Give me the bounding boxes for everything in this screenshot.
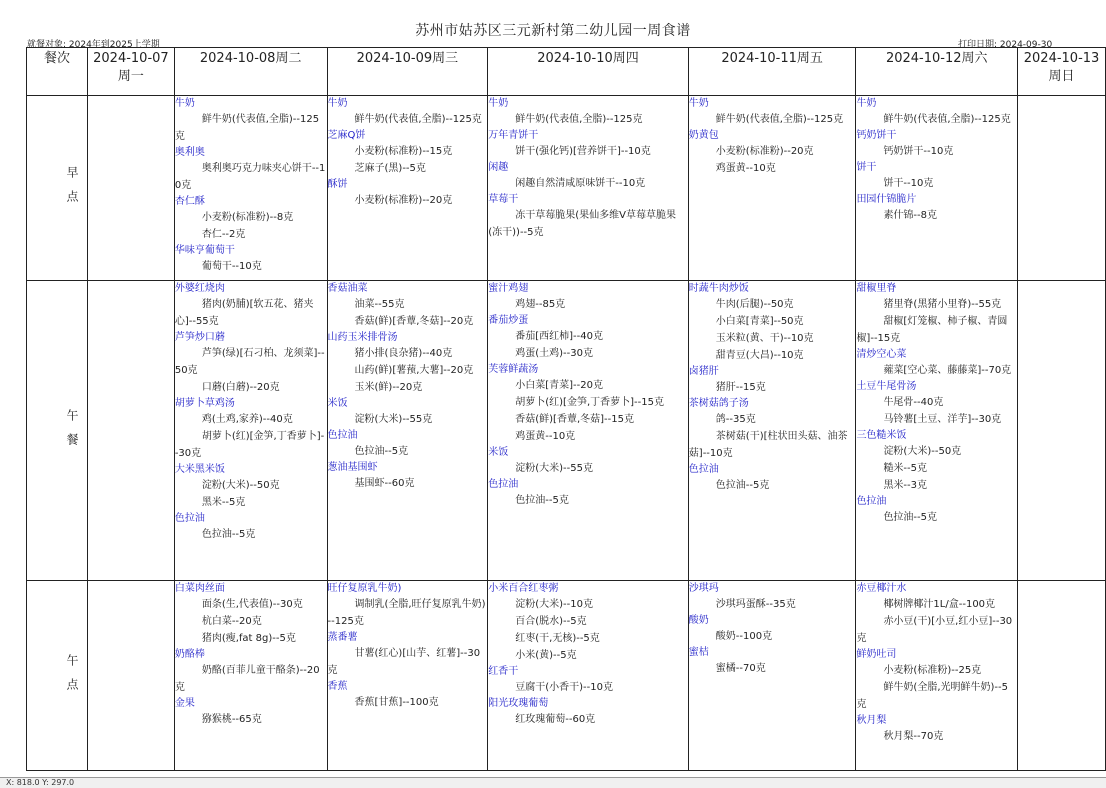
ingredient: 小麦粉(标准粉)--20克 xyxy=(354,195,453,206)
menu-cell xyxy=(88,281,175,581)
ingredient: 小麦粉(标准粉)--8克 xyxy=(201,212,294,223)
ingredient: 淀粉(大米)--50克 xyxy=(201,480,280,491)
dish-name: 闲趣 xyxy=(488,162,509,173)
ingredient: 猪小排(良杂猪)--40克 xyxy=(354,348,453,359)
menu-cell xyxy=(88,96,175,281)
dish-name: 米饭 xyxy=(327,398,348,409)
ingredient: 番茄[西红柿]--40克 xyxy=(515,331,603,342)
ingredient: 小白菜[青菜]--50克 xyxy=(715,316,804,327)
ingredient: 杭白菜--20克 xyxy=(201,616,262,627)
ingredient: 猪肉(瘦,fat 8g)--5克 xyxy=(201,633,296,644)
dish-name: 色拉油 xyxy=(174,513,205,524)
ingredient: 芦笋(绿)[石刁柏、龙须菜]--50克 xyxy=(174,348,325,376)
meal-row-afternoon xyxy=(27,581,1106,771)
ingredient: 牛尾骨--40克 xyxy=(883,397,944,408)
dish-name: 蒸番薯 xyxy=(327,632,358,643)
ingredient: 鲜牛奶(代表值,全脂)--125克 xyxy=(515,114,643,125)
ingredient: 色拉油--5克 xyxy=(515,495,569,506)
ingredient: 黑米--5克 xyxy=(201,497,246,508)
dish-name: 田园什锦脆片 xyxy=(856,194,917,205)
dish-name: 奶酪棒 xyxy=(174,649,205,660)
day-weekday: 周六 xyxy=(961,51,988,66)
ingredient: 红玫瑰葡萄--60克 xyxy=(515,714,596,725)
ingredient: 淀粉(大米)--55克 xyxy=(515,463,593,474)
ingredient: 猕猴桃--65克 xyxy=(201,714,262,725)
menu-cell xyxy=(327,281,488,581)
ingredient: 鲜牛奶(代表值,全脂)--125克 xyxy=(883,114,1011,125)
dish-name: 牛奶 xyxy=(688,98,709,109)
ingredient: 红枣(干,无核)--5克 xyxy=(515,633,600,644)
ingredient: 甜椒[灯笼椒、柿子椒、青圆椒]--15克 xyxy=(856,316,1008,344)
menu-cell xyxy=(1018,581,1106,771)
dish-name: 香菇油菜 xyxy=(327,283,368,294)
ingredient: 饼干--10克 xyxy=(883,178,934,189)
ingredient: 鸡蛋(土鸡)--30克 xyxy=(515,348,593,359)
dish-name: 杏仁酥 xyxy=(174,196,205,207)
dish-name: 鲜奶吐司 xyxy=(856,649,897,660)
page-title: 苏州市姑苏区三元新村第二幼儿园一周食谱 xyxy=(415,23,691,39)
ingredient: 鸡蛋黄--10克 xyxy=(715,163,776,174)
weekly-menu-table xyxy=(26,47,1106,771)
ingredient: 小白菜[青菜]--20克 xyxy=(515,380,603,391)
ingredient: 鸡蛋黄--10克 xyxy=(515,431,576,442)
ingredient: 牛肉(后腿)--50克 xyxy=(715,299,794,310)
status-bar xyxy=(0,777,1106,788)
ingredient: 小麦粉(标准粉)--15克 xyxy=(354,146,453,157)
ingredient: 奶酪(百菲儿童干酪条)--20克 xyxy=(174,665,320,693)
ingredient: 鲜牛奶(代表值,全脂)--125克 xyxy=(354,114,482,125)
dish-name: 小米百合红枣粥 xyxy=(488,583,559,594)
ingredient: 口蘑(白蘑)--20克 xyxy=(201,382,280,393)
dish-name: 白菜肉丝面 xyxy=(174,583,225,594)
ingredient: 玉米粒(黄、干)--10克 xyxy=(715,333,814,344)
menu-cell xyxy=(327,581,488,771)
day-date: 2024-10-11 xyxy=(721,51,797,66)
day-date: 2024-10-07 xyxy=(93,51,169,66)
ingredient: 马铃薯[土豆、洋芋]--30克 xyxy=(883,414,1002,425)
menu-cell xyxy=(688,96,856,281)
dish-name: 酥饼 xyxy=(327,179,348,190)
dish-name: 华味亨葡萄干 xyxy=(174,245,235,256)
dish-name: 土豆牛尾骨汤 xyxy=(856,381,917,392)
dish-name: 牛奶 xyxy=(856,98,877,109)
ingredient: 山药(鲜)[薯蓣,大薯]--20克 xyxy=(354,365,474,376)
menu-cell xyxy=(688,281,856,581)
ingredient: 小麦粉(标准粉)--25克 xyxy=(883,665,982,676)
ingredient: 甘薯(红心)[山芋、红薯]--30克 xyxy=(327,648,481,676)
dish-name: 外婆红烧肉 xyxy=(174,283,225,294)
menu-cell xyxy=(88,581,175,771)
dish-name: 草莓干 xyxy=(488,194,519,205)
dish-name: 蜜桔 xyxy=(688,647,709,658)
ingredient: 鲜牛奶(代表值,全脂)--125克 xyxy=(715,114,844,125)
dish-name: 牛奶 xyxy=(488,98,509,109)
ingredient: 基围虾--60克 xyxy=(354,478,415,489)
ingredient: 淀粉(大米)--10克 xyxy=(515,599,593,610)
ingredient: 甜青豆(大昌)--10克 xyxy=(715,350,804,361)
ingredient: 香蕉[甘蕉]--100克 xyxy=(354,697,439,708)
ingredient: 蕹菜[空心菜、藤藤菜]--70克 xyxy=(883,365,1012,376)
dish-name: 金果 xyxy=(174,698,195,709)
dish-name: 米饭 xyxy=(488,447,509,458)
meal-label: 早点 xyxy=(27,96,88,281)
dish-name: 番茄炒蛋 xyxy=(488,315,529,326)
ingredient: 胡萝卜(红)[金笋,丁香萝卜]--30克 xyxy=(174,431,325,459)
ingredient: 素什锦--8克 xyxy=(883,210,938,221)
dish-name: 沙琪玛 xyxy=(688,583,719,594)
menu-cell xyxy=(688,581,856,771)
ingredient: 钙奶饼干--10克 xyxy=(883,146,954,157)
day-weekday: 周一 xyxy=(117,69,144,84)
ingredient: 猪肝--15克 xyxy=(715,382,766,393)
dish-name: 香蕉 xyxy=(327,681,348,692)
ingredient: 芝麻子(黑)--5克 xyxy=(354,163,426,174)
dish-name: 时蔬牛肉炒饭 xyxy=(688,283,749,294)
ingredient: 豆腐干(小香干)--10克 xyxy=(515,682,613,693)
dish-name: 万年青饼干 xyxy=(488,130,539,141)
ingredient: 鸡(土鸡,家养)--40克 xyxy=(201,414,293,425)
target-label: 就餐对象: 2024年到2025上学期 xyxy=(27,40,160,50)
ingredient: 百合(脱水)--5克 xyxy=(515,616,587,627)
ingredient: 秋月梨--70克 xyxy=(883,731,944,742)
ingredient: 色拉油--5克 xyxy=(883,512,938,523)
menu-cell xyxy=(174,581,327,771)
meal-header-text: 餐次 xyxy=(43,51,70,66)
meal-label: 午点 xyxy=(27,581,88,771)
ingredient: 饼干(强化钙)[营养饼干]--10克 xyxy=(515,146,651,157)
ingredient: 酸奶--100克 xyxy=(715,631,773,642)
dish-name: 芝麻Q饼 xyxy=(327,130,366,141)
dish-name: 清炒空心菜 xyxy=(856,349,907,360)
ingredient: 淀粉(大米)--55克 xyxy=(354,414,433,425)
ingredient: 椰树牌椰汁1L/盒--100克 xyxy=(883,599,996,610)
dish-name: 钙奶饼干 xyxy=(856,130,897,141)
dish-name: 色拉油 xyxy=(327,430,358,441)
dish-name: 红香干 xyxy=(488,666,519,677)
day-date: 2024-10-13 xyxy=(1023,51,1100,66)
ingredient: 调制乳(全脂,旺仔复原乳牛奶)--125克 xyxy=(327,599,486,627)
coordinate-readout: X: 818.0 Y: 297.0 xyxy=(6,778,75,787)
dish-name: 酸奶 xyxy=(688,615,709,626)
ingredient: 香菇(鲜)[香蕈,冬菇]--20克 xyxy=(354,316,474,327)
ingredient: 淀粉(大米)--50克 xyxy=(883,446,962,457)
dish-name: 色拉油 xyxy=(856,496,887,507)
dish-name: 赤豆椰汁水 xyxy=(856,583,907,594)
dish-name: 奥利奥 xyxy=(174,147,205,158)
menu-cell xyxy=(1018,281,1106,581)
menu-cell xyxy=(488,96,689,281)
dish-name: 秋月梨 xyxy=(856,715,887,726)
ingredient: 奥利奥巧克力味夹心饼干--10克 xyxy=(174,163,326,191)
day-header xyxy=(688,48,856,96)
dish-name: 芦笋炒口蘑 xyxy=(174,332,225,343)
ingredient: 小米(黄)--5克 xyxy=(515,650,577,661)
menu-cell xyxy=(488,581,689,771)
dish-name: 牛奶 xyxy=(327,98,348,109)
dish-name: 芙蓉鲜蔬汤 xyxy=(488,364,539,375)
menu-cell xyxy=(856,581,1018,771)
ingredient: 面条(生,代表值)--30克 xyxy=(201,599,303,610)
dish-name: 色拉油 xyxy=(688,464,719,475)
menu-cell xyxy=(856,96,1018,281)
menu-cell xyxy=(1018,96,1106,281)
menu-cell xyxy=(174,96,327,281)
meal-row-lunch xyxy=(27,281,1106,581)
ingredient: 玉米(鲜)--20克 xyxy=(354,382,423,393)
day-date: 2024-10-09 xyxy=(356,51,433,66)
ingredient: 色拉油--5克 xyxy=(354,446,409,457)
ingredient: 葡萄干--10克 xyxy=(201,261,262,272)
ingredient: 杏仁--2克 xyxy=(201,229,246,240)
menu-cell xyxy=(327,96,488,281)
day-header xyxy=(856,48,1018,96)
menu-cell xyxy=(174,281,327,581)
meal-label: 午餐 xyxy=(27,281,88,581)
print-date: 打印日期: 2024-09-30 xyxy=(958,40,1053,50)
menu-cell xyxy=(488,281,689,581)
day-header xyxy=(1018,48,1106,96)
ingredient: 色拉油--5克 xyxy=(715,480,770,491)
ingredient: 沙琪玛蛋酥--35克 xyxy=(715,599,796,610)
day-header xyxy=(488,48,689,96)
dish-name: 甜椒里脊 xyxy=(856,283,897,294)
dish-name: 旺仔复原乳牛奶) xyxy=(327,583,402,594)
ingredient: 小麦粉(标准粉)--20克 xyxy=(715,146,814,157)
day-weekday: 周五 xyxy=(796,51,823,66)
dish-name: 色拉油 xyxy=(488,479,519,490)
dish-name: 奶黄包 xyxy=(688,130,719,141)
header-row xyxy=(27,48,1106,96)
ingredient: 鸡翅--85克 xyxy=(515,299,566,310)
dish-name: 大米黑米饭 xyxy=(174,464,225,475)
ingredient: 糙米--5克 xyxy=(883,463,928,474)
ingredient: 冻干草莓脆果(果仙多维V草莓草脆果(冻干))--5克 xyxy=(488,210,676,238)
ingredient: 鸽--35克 xyxy=(715,414,756,425)
ingredient: 黑米--3克 xyxy=(883,480,928,491)
ingredient: 胡萝卜(红)[金笋,丁香萝卜]--15克 xyxy=(515,397,664,408)
ingredient: 赤小豆(干)[小豆,红小豆]--30克 xyxy=(856,616,1013,644)
ingredient: 香菇(鲜)[香蕈,冬菇]--15克 xyxy=(515,414,634,425)
meal-header xyxy=(27,48,88,96)
dish-name: 三色糙米饭 xyxy=(856,430,907,441)
day-weekday: 周四 xyxy=(612,51,639,66)
day-weekday: 周二 xyxy=(275,51,302,66)
dish-name: 山药玉米排骨汤 xyxy=(327,332,398,343)
day-header xyxy=(174,48,327,96)
ingredient: 色拉油--5克 xyxy=(201,529,256,540)
dish-name: 牛奶 xyxy=(174,98,195,109)
dish-name: 卤猪肝 xyxy=(688,366,719,377)
menu-cell xyxy=(856,281,1018,581)
day-header xyxy=(88,48,175,96)
day-weekday: 周日 xyxy=(1048,69,1075,84)
dish-name: 茶树菇鸽子汤 xyxy=(688,398,749,409)
day-weekday: 周三 xyxy=(432,51,459,66)
ingredient: 蜜橘--70克 xyxy=(715,663,766,674)
dish-name: 蜜汁鸡翅 xyxy=(488,283,529,294)
dish-name: 葱油基围虾 xyxy=(327,462,378,473)
ingredient: 猪里脊(黑猪小里脊)--55克 xyxy=(883,299,1002,310)
day-header xyxy=(327,48,488,96)
ingredient: 茶树菇(干)[柱状田头菇、油茶菇]--10克 xyxy=(688,431,848,459)
meal-row-breakfast xyxy=(27,96,1106,281)
dish-name: 阳光玫瑰葡萄 xyxy=(488,698,549,709)
ingredient: 油菜--55克 xyxy=(354,299,405,310)
ingredient: 闲趣自然清咸原味饼干--10克 xyxy=(515,178,646,189)
ingredient: 猪肉(奶脯)[软五花、猪夹心]--55克 xyxy=(174,299,314,327)
day-date: 2024-10-12 xyxy=(885,51,962,66)
day-date: 2024-10-08 xyxy=(199,51,276,66)
ingredient: 鲜牛奶(全脂,光明鲜牛奶)--5克 xyxy=(856,682,1008,710)
day-date: 2024-10-10 xyxy=(537,51,613,66)
dish-name: 饼干 xyxy=(856,162,877,173)
ingredient: 鲜牛奶(代表值,全脂)--125克 xyxy=(174,114,320,142)
dish-name: 胡萝卜草鸡汤 xyxy=(174,398,235,409)
